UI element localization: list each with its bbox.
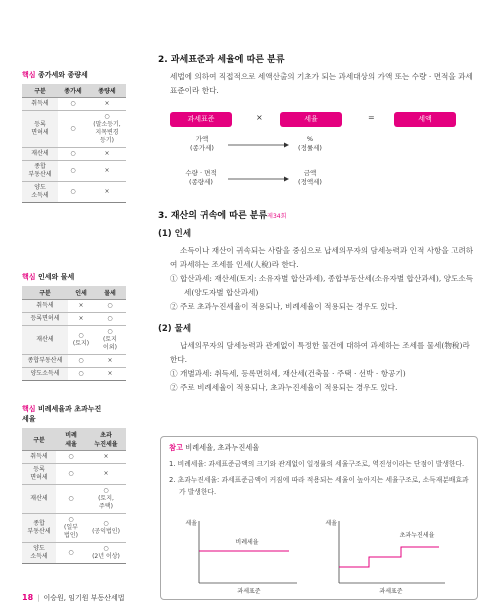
table-row-header: 등록면허세 [22,313,68,326]
table-cell: × [88,182,126,203]
table-cell: × [68,300,94,313]
table-row-header: 양도소득세 [22,368,68,381]
table-cell: ○ [68,368,94,381]
diagram-quantity-label: 수량 · 면적 (종량세) [185,169,217,186]
table-cell: × [94,368,126,381]
table-cell: ○ [94,300,126,313]
table-row [22,161,126,182]
equals-sign: = [368,113,375,122]
diagram-amount-label: 금액 (정액세) [298,169,322,186]
table-header-cell: 비례 세율 [56,428,86,451]
table-cell: ○ [56,543,86,564]
table-header-cell: 인세 [68,286,94,300]
table-row [22,514,126,543]
section-2-title: 2. 과세표준과 세율에 따른 분류 [158,55,285,65]
table-row-header: 등록 면허세 [22,464,56,485]
table-cell: ○ (토지, 주택) [86,485,126,514]
table-row [22,148,126,161]
table-row [22,326,126,355]
table-header-cell: 구분 [22,286,68,300]
tax-base-box: 과세표준 [170,112,232,127]
table-row [22,464,126,485]
table-row [22,98,126,111]
table-cell: ○ [58,148,88,161]
table-cell: × [94,355,126,368]
sidebar-table-tax-rates [22,428,126,564]
list-item: ② 주로 비례세율이 적용되나, 초과누진세율이 적용되는 경우도 있다. [170,383,398,392]
table-row [22,300,126,313]
table-row [22,451,126,464]
sidebar-box-tax-rates [22,394,126,564]
note-item: 1. 비례세율: 과세표준금액의 크기와 관계없이 일정률의 세율구조로, 역진성이라는 단점이 발생한다. [169,460,465,468]
sidebar-box-title: 핵심 인세와 물세 [22,273,75,281]
table-row-header: 종합부동산세 [22,355,68,368]
table-row [22,355,126,368]
table-cell: ○ (토지 이외) [94,326,126,355]
x-axis-label: 과세표준 [379,588,403,595]
table-cell: ○ [58,111,88,148]
table-row-header: 재산세 [22,485,56,514]
subsection-personal-tax-list [158,272,478,314]
proportional-rate-graph [185,519,297,595]
x-axis-label: 과세표준 [237,588,261,595]
arrowhead [284,177,289,182]
table-cell: × [88,161,126,182]
sidebar-box-ad-valorem [22,70,126,203]
tax-rate-box: 세율 [280,112,342,127]
subsection-property-tax-title: (2) 물세 [158,324,192,334]
y-axis-label: 세율 [325,520,337,527]
table-cell: × [88,98,126,111]
section-2-text: 세법에 의하여 직접적으로 세액산출의 기초가 되는 과세대상의 가액 또는 수량 · 면적을 과세표준이라 한다. [170,72,473,95]
tax-amount-box: 세액 [394,112,456,127]
table-header-cell: 종가세 [58,84,88,98]
table-row-header: 등록 면허세 [22,111,58,148]
page-number: 18 [22,593,34,602]
list-item: ① 개별과세: 취득세, 등록면허세, 재산세(건축물 · 주택 · 선박 · 항공기) [170,369,406,378]
table-cell: ○ (일부 법인) [56,514,86,543]
table-row [22,543,126,564]
list-item: ② 주로 초과누진세율이 적용되나, 비례세율이 적용되는 경우도 있다. [170,302,398,311]
table-cell: × [86,464,126,485]
table-cell: × [88,148,126,161]
table-cell: ○ [94,313,126,326]
table-cell: × [68,313,94,326]
exam-ref-badge: 제34회 [267,213,287,220]
list-item: ① 합산과세: 재산세(토지: 소유자별 합산과세), 종합부동산세(소유자별 합산과세), 양도소득세(양도자별 합산과세) [170,274,474,297]
subsection-personal-tax-text: 소득이나 재산이 귀속되는 사람을 중심으로 납세의무자의 담세능력과 인적 사항을 고려하여 과세하는 조세를 인세(人稅)라 한다. [170,246,474,269]
table-cell: ○ [56,464,86,485]
table-row-header: 취득세 [22,98,58,111]
table-cell: ○ (공익법인) [86,514,126,543]
table-header-cell: 구분 [22,84,58,98]
progressive-rate-line [339,547,439,567]
y-axis-label: 세율 [185,520,197,527]
table-cell: ○ [56,485,86,514]
table-header-cell: 구분 [22,428,56,451]
table-row [22,368,126,381]
reference-note-box [160,436,478,600]
table-cell: ○ [56,451,86,464]
table-row [22,313,126,326]
table-row-header: 종합 부동산세 [22,161,58,182]
table-row [22,485,126,514]
sidebar-box-title: 핵심 비례세율과 초과누진 세율 [22,405,102,423]
table-cell: ○ [58,182,88,203]
table-cell: ○ [58,161,88,182]
table-cell: × [86,451,126,464]
table-row [22,111,126,148]
table-row [22,182,126,203]
table-cell: ○ [68,355,94,368]
sidebar-box-title: 핵심 종가세와 종량세 [22,71,88,79]
subsection-property-tax-list [158,367,478,395]
table-row-header: 취득세 [22,300,68,313]
series-label: 비례세율 [235,539,259,546]
table-cell: ○ (토지) [68,326,94,355]
note-tag: 참고 [169,443,183,452]
subsection-property-tax-text: 납세의무자의 담세능력과 관계없이 특정한 물건에 대하여 과세하는 조세를 물세(物稅)라 한다. [170,341,470,364]
table-cell: ○ (2년 이상) [86,543,126,564]
tax-formula-diagram [158,110,478,200]
table-cell: ○ [58,98,88,111]
note-item: 2. 초과누진세율: 과세표준금액이 커짐에 따라 적용되는 세율이 높아지는 세율구조로, 소득재분배효과가 발생한다. [169,476,469,496]
series-label: 초과누진세율 [399,532,435,539]
sidebar-table-personal-tax [22,286,126,381]
tax-rate-graphs [169,515,469,595]
arrowhead [284,143,289,148]
note-title: 참고 비례세율, 초과누진세율 [169,443,260,452]
table-cell: ○ (말소등기, 지목변경 등기) [88,111,126,148]
diagram-rate-label: % (정률세) [298,135,322,152]
section-3 [158,208,478,395]
table-header-cell: 초과 누진세율 [86,428,126,451]
times-sign: × [256,113,263,122]
section-3-title: 3. 재산의 귀속에 따른 분류제34회 [158,211,287,221]
sidebar-table-ad-valorem [22,84,126,203]
footer-text: 이승원, 임기원 부동산세법 [43,594,125,602]
table-row-header: 양도 소득세 [22,182,58,203]
section-2 [158,52,478,98]
subsection-personal-tax-title: (1) 인세 [158,229,192,239]
table-row-header: 양도 소득세 [22,543,56,564]
diagram-arrows [158,110,478,200]
diagram-value-label: 가액 (종가세) [190,135,214,152]
sidebar-box-personal-tax [22,272,126,381]
page-footer: 18 | 이승원, 임기원 부동산세법 [22,593,125,602]
progressive-rate-graph [325,519,445,595]
table-row-header: 재산세 [22,326,68,355]
table-header-cell: 물세 [94,286,126,300]
table-row-header: 재산세 [22,148,58,161]
table-header-cell: 종량세 [88,84,126,98]
table-row-header: 종합 부동산세 [22,514,56,543]
table-row-header: 취득세 [22,451,56,464]
